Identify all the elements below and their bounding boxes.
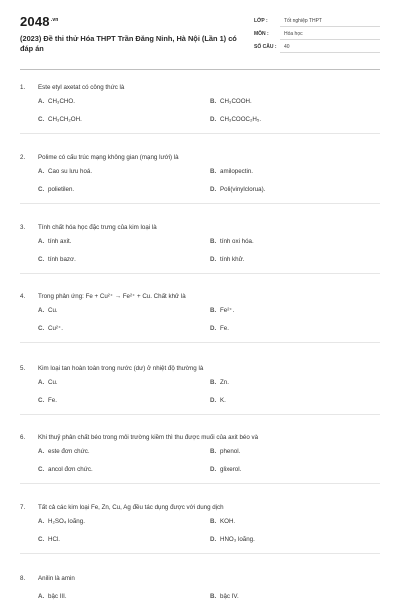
option-text: bậc III. — [48, 593, 67, 600]
option-text: Poli(vinylclorua). — [220, 186, 266, 193]
question-number: 7. — [20, 504, 26, 511]
question-text: Tính chất hóa học đặc trưng của kim loại là — [38, 224, 157, 231]
meta-class-label: LỚP : — [254, 18, 268, 24]
option-letter: B. — [210, 518, 217, 525]
question-divider — [20, 273, 380, 274]
meta-question-count-label: SỐ CÂU : — [254, 44, 277, 50]
question-divider — [20, 133, 380, 134]
option-letter: B. — [210, 307, 217, 314]
option-text: Cu²⁺. — [48, 325, 63, 332]
option-text: CH₃CHO. — [48, 98, 75, 105]
question-text: Khi thuỷ phân chất béo trong môi trường kiềm thì thu được muối của axit béo và — [38, 434, 259, 441]
question-number: 2. — [20, 154, 26, 161]
question-divider — [20, 342, 380, 343]
question-text: Tất cả các kim loại Fe, Zn, Cu, Ag đều tác dụng được với dung dịch — [38, 504, 224, 511]
option-letter: D. — [210, 116, 217, 123]
option-text: ancol đơn chức. — [48, 466, 93, 473]
logo-domain: .vn — [50, 16, 59, 23]
option-text: Cu. — [48, 307, 58, 314]
option-text: K. — [220, 397, 226, 404]
option-letter: C. — [38, 256, 45, 263]
option-text: bậc IV. — [220, 593, 239, 600]
meta-divider — [280, 26, 380, 27]
option-letter: C. — [38, 397, 45, 404]
question-number: 6. — [20, 434, 26, 441]
option-letter: B. — [210, 98, 217, 105]
question-divider — [20, 553, 380, 554]
option-text: CH₃CH₂OH. — [48, 116, 82, 123]
option-letter: B. — [210, 168, 217, 175]
option-text: este đơn chức. — [48, 448, 90, 455]
option-letter: B. — [210, 593, 217, 600]
option-text: tính bazơ. — [48, 256, 76, 263]
option-letter: A. — [38, 98, 45, 105]
option-letter: A. — [38, 379, 45, 386]
option-text: CH₃COOC₂H₅. — [220, 116, 262, 123]
option-text: Cao su lưu hoá. — [48, 168, 93, 175]
meta-question-count-value: 40 — [284, 44, 290, 50]
site-logo[interactable] — [20, 14, 59, 29]
question-text: Este etyl axetat có công thức là — [38, 84, 125, 91]
option-letter: A. — [38, 238, 45, 245]
header-divider — [20, 69, 380, 70]
option-text: Fe. — [48, 397, 57, 404]
question-divider — [20, 203, 380, 204]
option-letter: C. — [38, 325, 45, 332]
option-letter: D. — [210, 186, 217, 193]
meta-class-value: Tốt nghiệp THPT — [284, 18, 322, 24]
page-title: (2023) Đề thi thử Hóa THPT Trần Đăng Ninh, Hà Nội (Lần 1) có đáp án — [20, 34, 237, 53]
meta-divider — [280, 39, 380, 40]
option-text: KOH. — [220, 518, 236, 525]
option-letter: A. — [38, 168, 45, 175]
option-text: glixerol. — [220, 466, 242, 473]
option-letter: C. — [38, 466, 45, 473]
option-text: amilopectin. — [220, 168, 254, 175]
option-letter: C. — [38, 186, 45, 193]
option-letter: A. — [38, 518, 45, 525]
question-text: Anilin là amin — [38, 575, 75, 582]
option-letter: A. — [38, 307, 45, 314]
option-letter: D. — [210, 466, 217, 473]
option-text: phenol. — [220, 448, 241, 455]
option-text: tính oxi hóa. — [220, 238, 254, 245]
question-text: Polime có cấu trúc mạng không gian (mạng lưới) là — [38, 154, 179, 161]
option-letter: D. — [210, 325, 217, 332]
question-number: 1. — [20, 84, 26, 91]
option-text: Fe²⁺. — [220, 307, 235, 314]
meta-subject-value: Hóa học — [284, 31, 303, 37]
question-number: 3. — [20, 224, 26, 231]
logo-text: 2048 — [20, 14, 50, 29]
question-number: 4. — [20, 293, 26, 300]
question-text: Trong phản ứng: Fe + Cu²⁺ → Fe²⁺ + Cu. Chất khử là — [38, 293, 186, 300]
option-letter: B. — [210, 238, 217, 245]
option-text: Cu. — [48, 379, 58, 386]
option-text: HNO₃ loãng. — [220, 536, 255, 543]
option-letter: B. — [210, 448, 217, 455]
meta-divider — [280, 52, 380, 53]
option-text: tính khử. — [220, 256, 245, 263]
meta-subject-label: MÔN : — [254, 31, 269, 37]
option-letter: D. — [210, 256, 217, 263]
question-text: Kim loại tan hoàn toàn trong nước (dư) ở nhiệt độ thường là — [38, 365, 204, 372]
question-number: 8. — [20, 575, 26, 582]
option-letter: B. — [210, 379, 217, 386]
option-letter: D. — [210, 397, 217, 404]
question-divider — [20, 483, 380, 484]
option-letter: C. — [38, 116, 45, 123]
option-text: Fe. — [220, 325, 229, 332]
question-divider — [20, 414, 380, 415]
option-letter: D. — [210, 536, 217, 543]
option-letter: C. — [38, 536, 45, 543]
option-text: CH₃COOH. — [220, 98, 252, 105]
question-number: 5. — [20, 365, 26, 372]
document-header — [0, 0, 400, 84]
option-text: tính axit. — [48, 238, 72, 245]
option-text: Zn. — [220, 379, 229, 386]
option-text: H₂SO₄ loãng. — [48, 518, 85, 525]
option-letter: A. — [38, 593, 45, 600]
option-text: HCl. — [48, 536, 61, 543]
option-letter: A. — [38, 448, 45, 455]
option-text: polietilen. — [48, 186, 75, 193]
